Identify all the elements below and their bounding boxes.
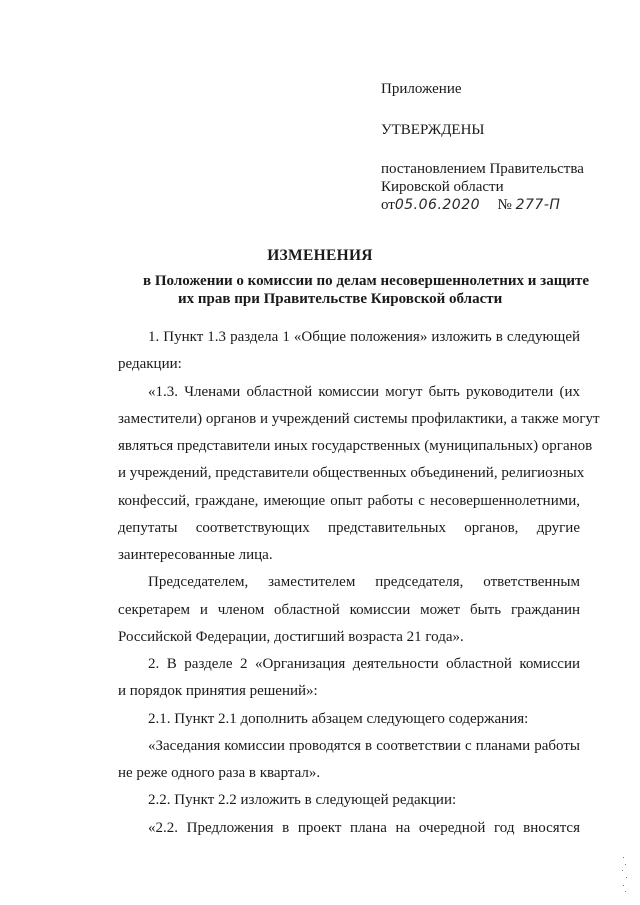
body-line: являться представители иных государственных (муниципальных) органов	[118, 438, 593, 454]
body-line: не реже одного раза в квартал».	[118, 765, 321, 781]
body-line: 2.1. Пункт 2.1 дополнить абзацем следующего содержания:	[148, 711, 529, 727]
body-line: и порядок принятия решений»:	[118, 683, 318, 699]
body-line: заместители) органов и учреждений системы профилактики, а также могут	[118, 411, 600, 427]
body-line: «2.2. Предложения в проект плана на очередной год вносятся	[148, 820, 580, 836]
appendix-label: Приложение	[381, 81, 462, 97]
body-line: Председателем, заместителем председателя, ответственным	[148, 574, 580, 590]
body-line: конфессий, граждане, имеющие опыт работы с несовершеннолетними,	[118, 493, 580, 509]
handwritten-date: 05.06.2020	[394, 197, 481, 213]
body-line: и учреждений, представители общественных объединений, религиозных	[118, 465, 585, 481]
body-line: заинтересованные лица.	[118, 547, 273, 563]
decree-line-1: постановлением Правительства	[381, 161, 584, 177]
scan-specks	[620, 855, 632, 895]
body-line: депутаты соответствующих представительных органов, другие	[118, 520, 580, 536]
body-line: 2.2. Пункт 2.2 изложить в следующей редакции:	[148, 792, 457, 808]
decree-line-2: Кировской области	[381, 179, 504, 195]
document-subtitle-line-1: в Положении о комиссии по делам несовершеннолетних и защите	[143, 273, 590, 289]
body-line: 1. Пункт 1.3 раздела 1 «Общие положения» изложить в следующей	[148, 329, 580, 345]
document-subtitle-line-2: их прав при Правительстве Кировской области	[178, 291, 503, 307]
document-title: ИЗМЕНЕНИЯ	[267, 247, 373, 264]
body-line: редакции:	[118, 356, 182, 372]
body-line: секретарем и членом областной комиссии может быть гражданин	[118, 602, 580, 618]
body-line: «1.3. Членами областной комиссии могут быть руководители (их	[148, 384, 580, 400]
handwritten-number: 277-П	[515, 197, 561, 213]
body-line: «Заседания комиссии проводятся в соответствии с планами работы	[148, 738, 580, 754]
body-line: 2. В разделе 2 «Организация деятельности областной комиссии	[148, 656, 580, 672]
number-prefix: №	[497, 197, 512, 213]
date-prefix: от	[381, 197, 395, 213]
approved-label: УТВЕРЖДЕНЫ	[381, 122, 485, 138]
decree-date-number	[381, 196, 560, 214]
body-line: Российской Федерации, достигший возраста 21 года».	[118, 629, 464, 645]
